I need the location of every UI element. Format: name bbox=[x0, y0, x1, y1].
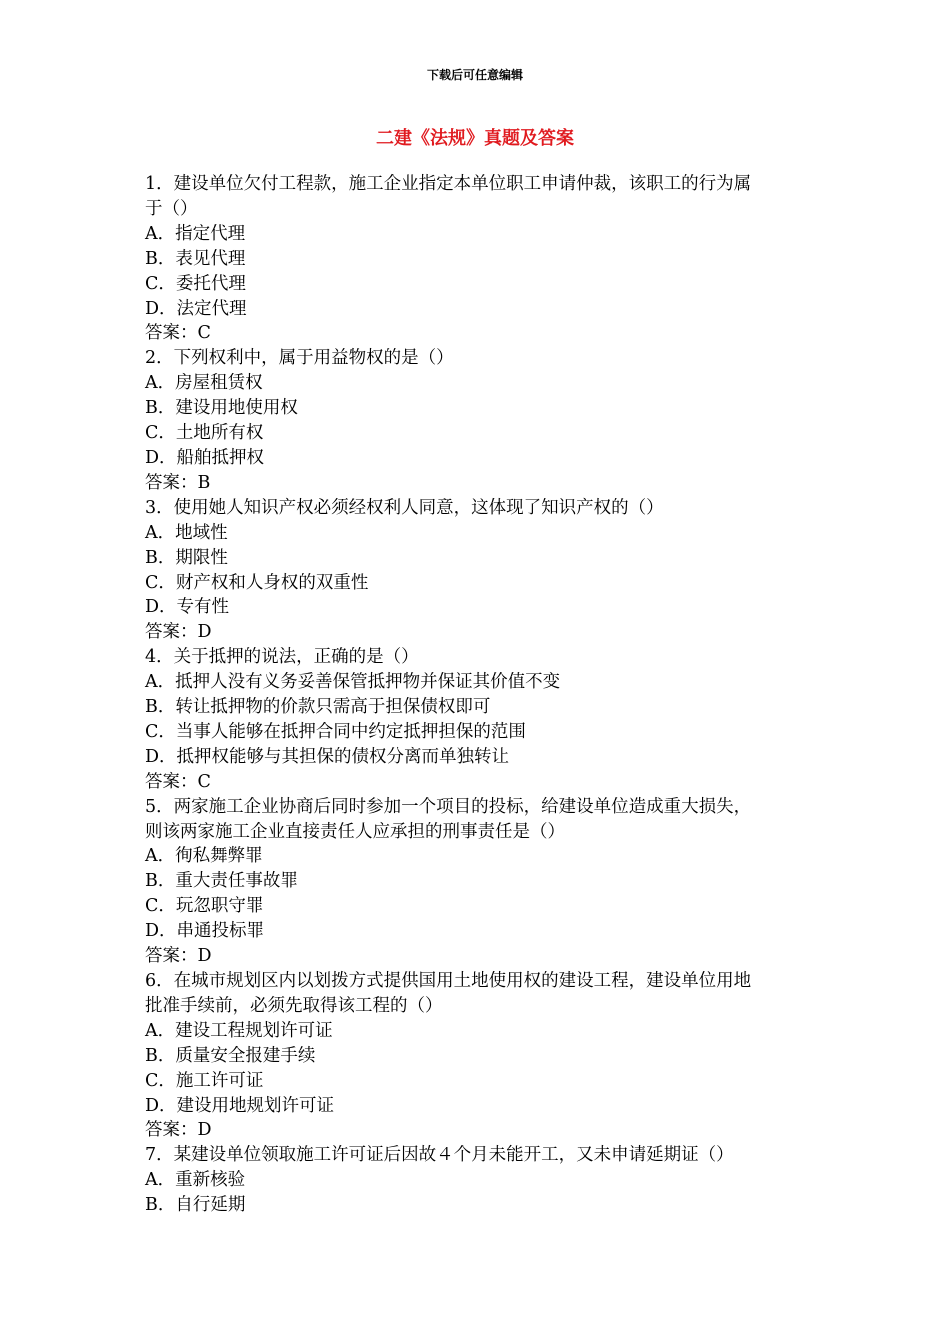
question-item bbox=[145, 172, 810, 346]
question-stem: 5．两家施工企业协商后同时参加一个项目的投标，给建设单位造成重大损失， bbox=[145, 796, 752, 817]
answer-option: A．重新核验 bbox=[145, 1170, 246, 1191]
answer-option: D．抵押权能够与其担保的债权分离而单独转让 bbox=[145, 746, 510, 767]
answer-option: B．期限性 bbox=[145, 547, 228, 568]
question-stem: 3．使用她人知识产权必须经权利人同意，这体现了知识产权的（） bbox=[145, 497, 664, 518]
question-item bbox=[145, 346, 810, 495]
question-item bbox=[145, 1143, 810, 1218]
answer-option: B．转让抵押物的价款只需高于担保债权即可 bbox=[145, 697, 491, 718]
question-stem: 7．某建设单位领取施工许可证后因故４个月未能开工，又未申请延期证（） bbox=[145, 1145, 734, 1166]
answer-option: D．建设用地规划许可证 bbox=[145, 1095, 335, 1116]
answer-option: A．建设工程规划许可证 bbox=[145, 1020, 333, 1041]
answer-option: B．重大责任事故罪 bbox=[145, 871, 298, 892]
question-list bbox=[145, 172, 810, 1218]
answer-option: A．房屋租赁权 bbox=[145, 373, 263, 394]
answer-option: A．指定代理 bbox=[145, 223, 246, 244]
question-stem: 6．在城市规划区内以划拨方式提供国用土地使用权的建设工程，建设单位用地 bbox=[145, 971, 752, 991]
answer-key: 答案：C bbox=[145, 323, 211, 344]
answer-option: D．法定代理 bbox=[145, 298, 247, 319]
answer-option: C．委托代理 bbox=[145, 273, 246, 294]
answer-option: A．徇私舞弊罪 bbox=[145, 846, 263, 867]
header-note: 下载后可任意编辑 bbox=[426, 68, 523, 82]
question-stem: 批准手续前，必须先取得该工程的（） bbox=[145, 995, 443, 1016]
question-item bbox=[145, 496, 810, 645]
answer-key: 答案：D bbox=[145, 946, 212, 967]
answer-option: B．表见代理 bbox=[145, 248, 246, 269]
answer-option: A．抵押人没有义务妥善保管抵押物并保证其价值不变 bbox=[145, 672, 561, 693]
answer-option: C．土地所有权 bbox=[145, 423, 264, 444]
answer-option: D．专有性 bbox=[145, 597, 230, 618]
answer-option: C．施工许可证 bbox=[145, 1070, 264, 1091]
answer-key: 答案：D bbox=[145, 622, 212, 643]
answer-option: C．财产权和人身权的双重性 bbox=[145, 572, 369, 593]
answer-option: B．建设用地使用权 bbox=[145, 398, 298, 419]
answer-key: 答案：C bbox=[145, 771, 211, 792]
answer-key: 答案：D bbox=[145, 1120, 212, 1141]
question-stem: 1．建设单位欠付工程款，施工企业指定本单位职工申请仲裁，该职工的行为属 bbox=[145, 174, 752, 194]
answer-option: C．当事人能够在抵押合同中约定抵押担保的范围 bbox=[145, 721, 526, 742]
answer-option: B．质量安全报建手续 bbox=[145, 1045, 316, 1066]
document-title: 二建《法规》真题及答案 bbox=[376, 128, 574, 149]
answer-option: D．串通投标罪 bbox=[145, 921, 265, 942]
answer-option: A．地域性 bbox=[145, 522, 228, 543]
question-stem: 于（） bbox=[145, 198, 198, 219]
question-item bbox=[145, 969, 810, 1143]
question-item bbox=[145, 795, 810, 969]
answer-option: D．船舶抵押权 bbox=[145, 447, 265, 468]
answer-key: 答案：B bbox=[145, 472, 211, 493]
answer-option: C．玩忽职守罪 bbox=[145, 896, 264, 917]
answer-option: B．自行延期 bbox=[145, 1195, 246, 1216]
question-stem: 2．下列权利中，属于用益物权的是（） bbox=[145, 348, 454, 369]
question-item bbox=[145, 645, 810, 794]
question-stem: 4．关于抵押的说法，正确的是（） bbox=[145, 647, 419, 668]
question-stem: 则该两家施工企业直接责任人应承担的刑事责任是（） bbox=[145, 821, 565, 842]
